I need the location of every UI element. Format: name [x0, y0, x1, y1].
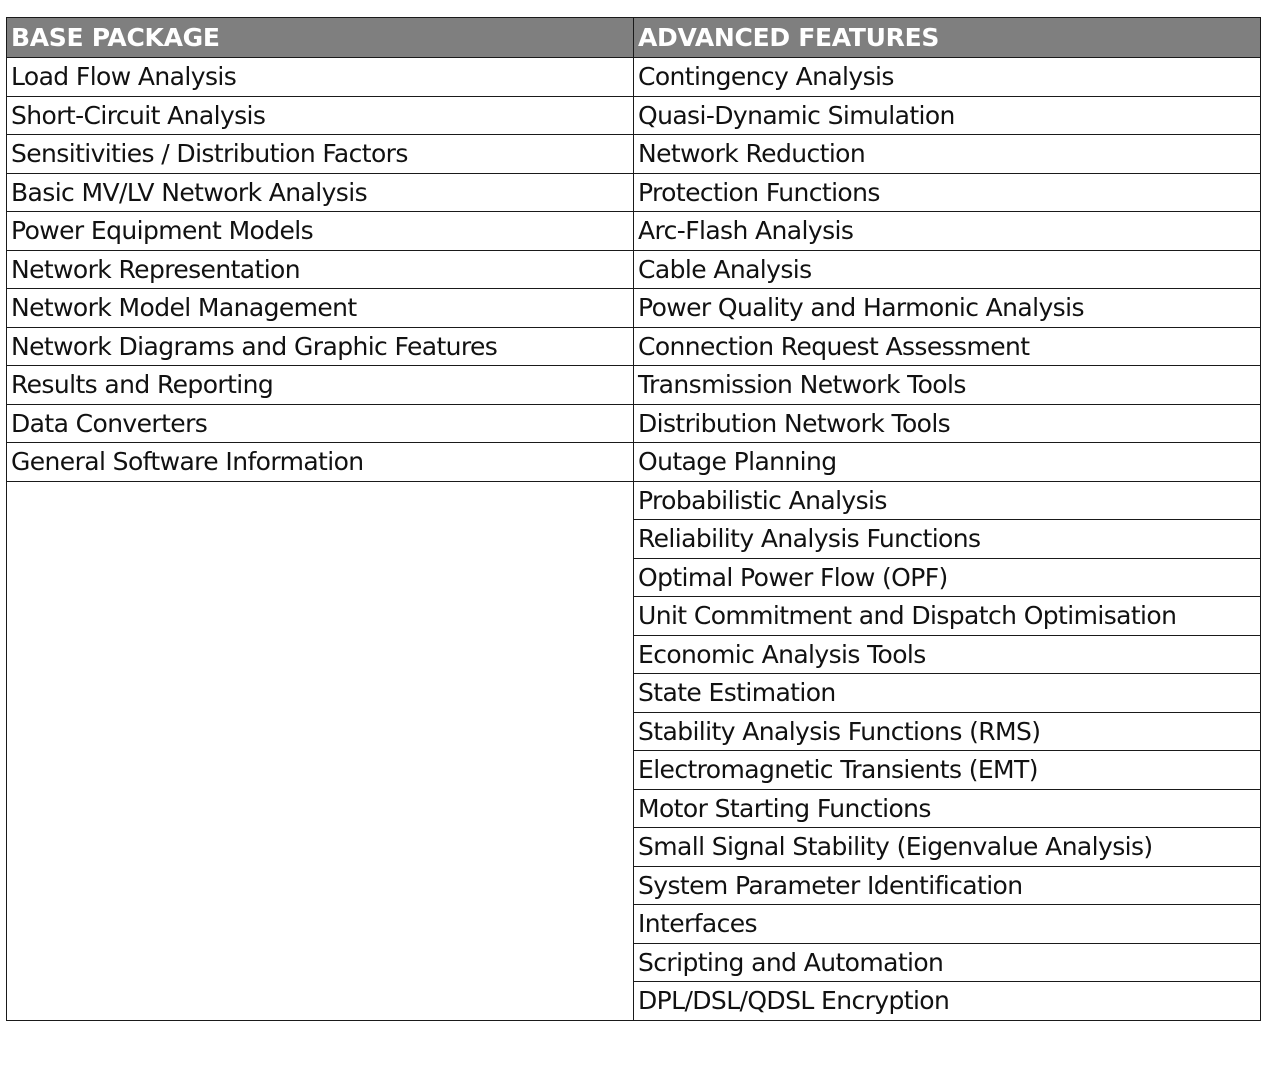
advanced-feature-cell: Motor Starting Functions [634, 789, 1261, 828]
advanced-feature-cell: Quasi-Dynamic Simulation [634, 96, 1261, 135]
base-package-cell: Network Diagrams and Graphic Features [7, 327, 634, 366]
advanced-feature-cell: Connection Request Assessment [634, 327, 1261, 366]
base-package-cell: General Software Information [7, 443, 634, 482]
table-row [7, 250, 1261, 289]
advanced-feature-cell: Optimal Power Flow (OPF) [634, 558, 1261, 597]
table-row [7, 404, 1261, 443]
table-header [7, 18, 1261, 58]
base-package-cell: Network Model Management [7, 289, 634, 328]
header-advanced-features: ADVANCED FEATURES [634, 18, 1261, 58]
advanced-feature-cell: Stability Analysis Functions (RMS) [634, 712, 1261, 751]
advanced-feature-cell: Electromagnetic Transients (EMT) [634, 751, 1261, 790]
advanced-feature-cell: Probabilistic Analysis [634, 481, 1261, 520]
table-row [7, 366, 1261, 405]
base-package-cell: Data Converters [7, 404, 634, 443]
advanced-feature-cell: Protection Functions [634, 173, 1261, 212]
base-package-cell: Basic MV/LV Network Analysis [7, 173, 634, 212]
header-base-package: BASE PACKAGE [7, 18, 634, 58]
table-row [7, 135, 1261, 174]
advanced-feature-cell: Power Quality and Harmonic Analysis [634, 289, 1261, 328]
table-row [7, 173, 1261, 212]
base-package-cell: Load Flow Analysis [7, 58, 634, 97]
advanced-feature-cell: Interfaces [634, 905, 1261, 944]
table-row [7, 212, 1261, 251]
advanced-feature-cell: Unit Commitment and Dispatch Optimisation [634, 597, 1261, 636]
base-package-cell: Network Representation [7, 250, 634, 289]
table-row [7, 481, 1261, 520]
advanced-feature-cell: Economic Analysis Tools [634, 635, 1261, 674]
base-package-cell: Results and Reporting [7, 366, 634, 405]
advanced-feature-cell: Transmission Network Tools [634, 366, 1261, 405]
advanced-feature-cell: Cable Analysis [634, 250, 1261, 289]
table-row [7, 96, 1261, 135]
feature-table [6, 17, 1261, 1021]
table-row [7, 443, 1261, 482]
advanced-feature-cell: Small Signal Stability (Eigenvalue Analysis) [634, 828, 1261, 867]
table-row [7, 289, 1261, 328]
table-row [7, 58, 1261, 97]
advanced-feature-cell: State Estimation [634, 674, 1261, 713]
advanced-feature-cell: Reliability Analysis Functions [634, 520, 1261, 559]
header-row [7, 18, 1261, 58]
advanced-feature-cell: Arc-Flash Analysis [634, 212, 1261, 251]
advanced-feature-cell: Network Reduction [634, 135, 1261, 174]
advanced-feature-cell: System Parameter Identification [634, 866, 1261, 905]
table-row [7, 327, 1261, 366]
advanced-feature-cell: DPL/DSL/QDSL Encryption [634, 982, 1261, 1021]
advanced-feature-cell: Outage Planning [634, 443, 1261, 482]
base-package-cell: Power Equipment Models [7, 212, 634, 251]
feature-table-container [6, 17, 1260, 1021]
advanced-feature-cell: Contingency Analysis [634, 58, 1261, 97]
base-package-cell: Sensitivities / Distribution Factors [7, 135, 634, 174]
base-package-cell: Short-Circuit Analysis [7, 96, 634, 135]
base-package-empty-cell [7, 481, 634, 1020]
advanced-feature-cell: Scripting and Automation [634, 943, 1261, 982]
advanced-feature-cell: Distribution Network Tools [634, 404, 1261, 443]
table-body [7, 58, 1261, 1021]
